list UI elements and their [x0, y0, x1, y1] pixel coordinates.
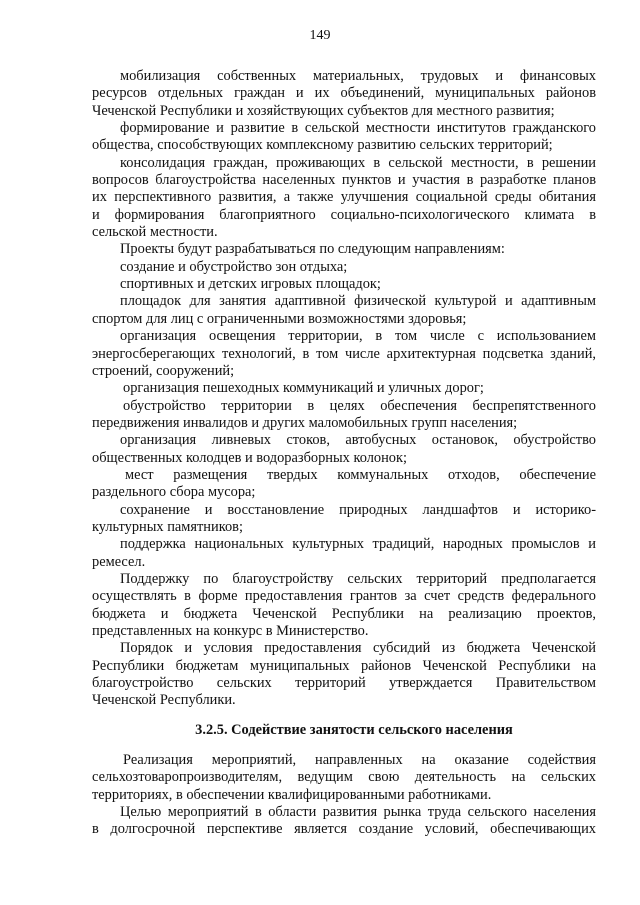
- text-line: культурных памятников;: [92, 518, 243, 535]
- text-line: Реализация мероприятий, направленных на оказание содействия: [123, 752, 596, 769]
- text-line: вопросов благоустройства населенных пунктов и участия в разработке планов: [92, 172, 596, 189]
- text-line: обустройство территории в целях обеспечения беспрепятственного: [123, 397, 596, 414]
- text-line: формирование и развитие в сельской местности институтов гражданского: [120, 120, 596, 137]
- text-line: передвижения инвалидов и других маломобильных групп населения;: [92, 414, 518, 431]
- text-line: их перспективного развития, а также улучшения социальной среды обитания: [92, 189, 596, 206]
- text-line: ресурсов отдельных граждан и их объединений, муниципальных районов: [92, 85, 596, 102]
- text-line: Чеченской Республики и хозяйствующих субъектов для местного развития;: [92, 102, 555, 119]
- text-line: создание и обустройство зон отдыха;: [120, 258, 348, 275]
- text-line: раздельного сбора мусора;: [92, 484, 256, 501]
- text-line: мобилизация собственных материальных, трудовых и финансовых: [120, 68, 596, 84]
- text-line: площадок для занятия адаптивной физической культурой и адаптивным: [120, 293, 596, 310]
- text-line: Проекты будут разрабатываться по следующим направлениям:: [120, 241, 505, 258]
- section-gap: [92, 710, 596, 723]
- text-line: сохранение и восстановление природных ландшафтов и историко-: [120, 501, 596, 518]
- text-line: Поддержку по благоустройству сельских территорий предполагается: [120, 570, 596, 587]
- text-line: ремесел.: [92, 553, 146, 570]
- text-line: территориях, в обеспечении квалифицированными работниками.: [92, 786, 492, 803]
- text-line: организация пешеходных коммуникаций и уличных дорог;: [123, 380, 484, 397]
- text-line: организация освещения территории, в том числе с использованием: [120, 328, 596, 345]
- text-line: благоустройство сельских территорий утверждается Правительством: [92, 675, 596, 692]
- text-line: сельхозтоваропроизводителям, ведущим свою деятельность на сельских: [92, 769, 596, 786]
- text-line: Чеченской Республики.: [92, 692, 236, 709]
- text-line: строений, сооружений;: [92, 362, 235, 379]
- text-line: поддержка национальных культурных традиций, народных промыслов и: [120, 536, 596, 553]
- text-line: общественных колодцев и водоразборных колонок;: [92, 449, 407, 466]
- text-line: общества, способствующих комплексному развитию сельских территорий;: [92, 137, 553, 154]
- text-line: Республики бюджетам муниципальных районов Чеченской Республики на: [92, 657, 596, 674]
- text-line: в долгосрочной перспективе является создание условий, обеспечивающих: [92, 821, 596, 838]
- text-line: спортом для лиц с ограниченными возможностями здоровья;: [92, 310, 467, 327]
- page-number: 149: [309, 28, 331, 43]
- text-line: мест размещения твердых коммунальных отходов, обеспечение: [125, 466, 596, 483]
- text-line: спортивных и детских игровых площадок;: [120, 276, 381, 293]
- text-line: организация ливневых стоков, автобусных остановок, обустройство: [120, 432, 596, 449]
- text-line: сельской местности.: [92, 224, 218, 241]
- text-line: энергосберегающих технологий, в том числе архитектурная подсветка зданий,: [92, 345, 596, 362]
- text-line: бюджета и бюджета Чеченской Республики на реализацию проектов,: [92, 605, 596, 622]
- section-gap: [92, 740, 596, 753]
- text-line: представленных на конкурс в Министерство.: [92, 623, 369, 639]
- text-line: консолидация граждан, проживающих в сельской местности, в решении: [120, 154, 596, 171]
- text-line: осуществлять в форме предоставления грантов за счет средств федерального: [92, 588, 596, 605]
- text-line: Целью мероприятий в области развития рынка труда сельского населения: [120, 804, 596, 821]
- text-line: Порядок и условия предоставления субсидий из бюджета Чеченской: [120, 640, 596, 657]
- section-heading: 3.2.5. Содействие занятости сельского населения: [195, 722, 513, 739]
- document-body: [92, 68, 596, 839]
- text-line: и формирования благоприятного социально-психологического климата в: [92, 206, 596, 223]
